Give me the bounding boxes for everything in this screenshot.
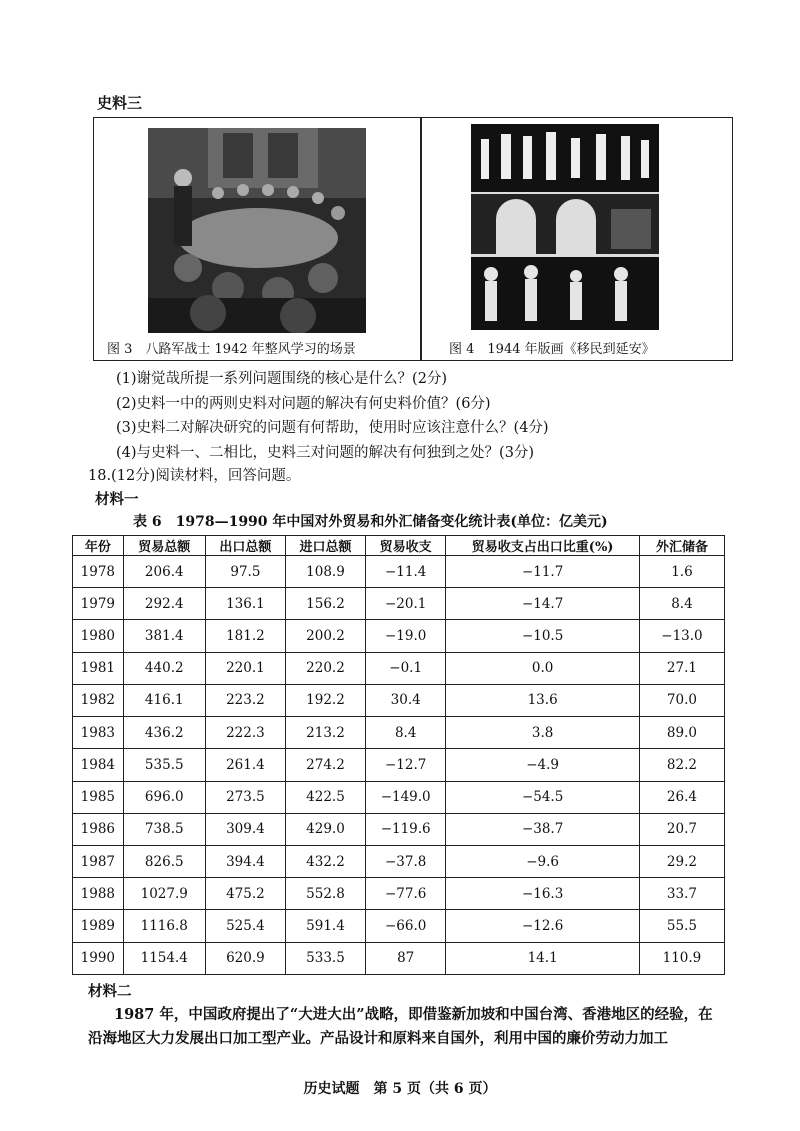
table-header-row (73, 536, 725, 556)
table-cell: 292.4 (123, 588, 205, 620)
table-cell: 8.4 (639, 588, 724, 620)
table-row (73, 684, 725, 716)
table-cell: 422.5 (285, 781, 365, 813)
header-cell: 贸易总额 (123, 536, 205, 556)
table-cell: 475.2 (205, 878, 285, 910)
table-row (73, 781, 725, 813)
table-cell: 181.2 (205, 620, 285, 652)
table-cell: 220.1 (205, 652, 285, 684)
table-cell: 274.2 (285, 749, 365, 781)
table-cell: 1978 (73, 556, 124, 588)
table-cell: 29.2 (639, 845, 724, 877)
header-cell: 年份 (73, 536, 124, 556)
table-cell: 1027.9 (123, 878, 205, 910)
table-cell: −9.6 (446, 845, 640, 877)
table-cell: 82.2 (639, 749, 724, 781)
table-cell: 33.7 (639, 878, 724, 910)
header-cell: 进口总额 (285, 536, 365, 556)
table-cell: 1988 (73, 878, 124, 910)
table-cell: 30.4 (366, 684, 446, 716)
table-cell: 97.5 (205, 556, 285, 588)
table-cell: 222.3 (205, 717, 285, 749)
table-cell: 110.9 (639, 942, 724, 974)
table-row (73, 588, 725, 620)
table-cell: 1990 (73, 942, 124, 974)
table-cell: 87 (366, 942, 446, 974)
table-cell: 192.2 (285, 684, 365, 716)
table-row (73, 620, 725, 652)
table-cell: 1981 (73, 652, 124, 684)
table-cell: 1985 (73, 781, 124, 813)
table-row (73, 813, 725, 845)
question-3: (3)史料二对解决研究的问题有何帮助，使用时应该注意什么？(4分) (116, 420, 549, 436)
figures-divider (420, 117, 422, 361)
table-cell: 826.5 (123, 845, 205, 877)
table-cell: −38.7 (446, 813, 640, 845)
trade-table (72, 535, 725, 975)
table-cell: 213.2 (285, 717, 365, 749)
table-cell: 1984 (73, 749, 124, 781)
figure-4-caption: 图 4 1944 年版画《移民到延安》 (449, 342, 655, 357)
table-cell: 223.2 (205, 684, 285, 716)
table-cell: 1983 (73, 717, 124, 749)
table-cell: 70.0 (639, 684, 724, 716)
table-cell: −11.4 (366, 556, 446, 588)
question-4: (4)与史料一、二相比，史料三对问题的解决有何独到之处？(3分) (116, 445, 535, 461)
table-cell: −66.0 (366, 910, 446, 942)
table-cell: 1982 (73, 684, 124, 716)
table-cell: 1986 (73, 813, 124, 845)
question-1: (1)谢觉哉所提一系列问题围绕的核心是什么？(2分) (116, 371, 448, 387)
header-cell: 贸易收支 (366, 536, 446, 556)
table-title: 表 6 1978—1990 年中国对外贸易和外汇储备变化统计表(单位：亿美元) (133, 514, 608, 530)
table-cell: −0.1 (366, 652, 446, 684)
section-title: 史料三 (97, 94, 143, 112)
table-cell: 525.4 (205, 910, 285, 942)
table-cell: −19.0 (366, 620, 446, 652)
table-cell: −11.7 (446, 556, 640, 588)
table-row (73, 845, 725, 877)
table-cell: −4.9 (446, 749, 640, 781)
table-cell: 381.4 (123, 620, 205, 652)
figure-3-caption: 图 3 八路军战士 1942 年整风学习的场景 (107, 342, 356, 357)
table-cell: −12.7 (366, 749, 446, 781)
table-cell: −20.1 (366, 588, 446, 620)
table-cell: 416.1 (123, 684, 205, 716)
table-cell: 200.2 (285, 620, 365, 652)
table-cell: 1.6 (639, 556, 724, 588)
table-cell: 535.5 (123, 749, 205, 781)
material-2-line-1: 1987 年，中国政府提出了“大进大出”战略，即借鉴新加坡和中国台湾、香港地区的经验，在 (114, 1006, 713, 1023)
table-cell: 26.4 (639, 781, 724, 813)
table-cell: 220.2 (285, 652, 365, 684)
table-cell: 89.0 (639, 717, 724, 749)
table-cell: 429.0 (285, 813, 365, 845)
table-cell: −12.6 (446, 910, 640, 942)
table-row (73, 878, 725, 910)
table-cell: 738.5 (123, 813, 205, 845)
table-cell: 14.1 (446, 942, 640, 974)
material-2-label: 材料二 (88, 983, 132, 1000)
table-row (73, 556, 725, 588)
table-cell: 261.4 (205, 749, 285, 781)
table-cell: −77.6 (366, 878, 446, 910)
table-cell: 8.4 (366, 717, 446, 749)
table-cell: 591.4 (285, 910, 365, 942)
material-2-line-2: 沿海地区大力发展出口加工型产业。产品设计和原料来自国外，利用中国的廉价劳动力加工 (88, 1030, 668, 1047)
table-cell: 156.2 (285, 588, 365, 620)
table-cell: −149.0 (366, 781, 446, 813)
table-row (73, 910, 725, 942)
table-cell: 394.4 (205, 845, 285, 877)
table-cell: −13.0 (639, 620, 724, 652)
table-cell: 436.2 (123, 717, 205, 749)
table-cell: 552.8 (285, 878, 365, 910)
table-row (73, 717, 725, 749)
table-cell: 27.1 (639, 652, 724, 684)
table-cell: 309.4 (205, 813, 285, 845)
table-cell: 3.8 (446, 717, 640, 749)
table-cell: 55.5 (639, 910, 724, 942)
table-cell: 620.9 (205, 942, 285, 974)
table-cell: 20.7 (639, 813, 724, 845)
table-cell: 696.0 (123, 781, 205, 813)
table-cell: 1987 (73, 845, 124, 877)
table-cell: 440.2 (123, 652, 205, 684)
table-cell: −37.8 (366, 845, 446, 877)
header-cell: 出口总额 (205, 536, 285, 556)
header-cell: 贸易收支占出口比重(%) (446, 536, 640, 556)
material-1-label: 材料一 (95, 491, 139, 508)
table-cell: −10.5 (446, 620, 640, 652)
table-cell: 1116.8 (123, 910, 205, 942)
question-18: 18.(12分)阅读材料，回答问题。 (88, 468, 301, 484)
table-cell: 432.2 (285, 845, 365, 877)
header-cell: 外汇储备 (639, 536, 724, 556)
table-cell: 108.9 (285, 556, 365, 588)
table-cell: 1154.4 (123, 942, 205, 974)
table-cell: 273.5 (205, 781, 285, 813)
table-cell: −54.5 (446, 781, 640, 813)
table-cell: 136.1 (205, 588, 285, 620)
table-cell: −119.6 (366, 813, 446, 845)
table-row (73, 652, 725, 684)
table-cell: −14.7 (446, 588, 640, 620)
table-cell: 1989 (73, 910, 124, 942)
table-cell: 13.6 (446, 684, 640, 716)
table-cell: 1980 (73, 620, 124, 652)
table-cell: 206.4 (123, 556, 205, 588)
question-2: (2)史料一中的两则史料对问题的解决有何史料价值？(6分) (116, 396, 491, 412)
table-row (73, 942, 725, 974)
table-cell: 1979 (73, 588, 124, 620)
table-cell: 533.5 (285, 942, 365, 974)
figure-3-photo (148, 128, 366, 333)
page-footer: 历史试题 第 5 页（共 6 页） (303, 1081, 497, 1097)
figure-4-print (471, 124, 659, 330)
table-cell: 0.0 (446, 652, 640, 684)
table-row (73, 749, 725, 781)
table-cell: −16.3 (446, 878, 640, 910)
